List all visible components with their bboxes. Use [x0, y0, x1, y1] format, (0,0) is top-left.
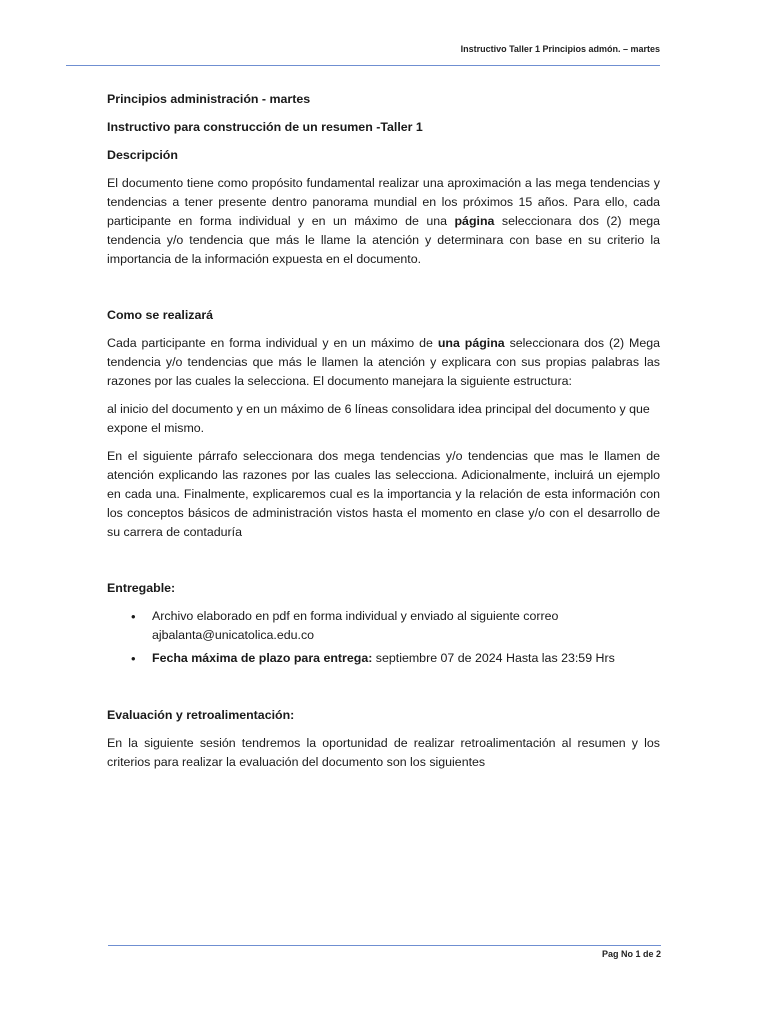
entregable-heading: Entregable: — [107, 581, 176, 595]
bullet-icon: • — [131, 609, 136, 624]
spacer — [107, 551, 660, 579]
evaluacion-paragraph: En la siguiente sesión tendremos la oportunidad de realizar retroalimentación al resumen y los criterios para realizar la evaluación del documento son los siguientes — [107, 736, 660, 769]
deadline-label: Fecha máxima de plazo para entrega: — [152, 651, 373, 665]
descripcion-paragraph — [107, 174, 660, 269]
course-title: Principios administración - martes — [107, 92, 311, 106]
deadline-value: septiembre 07 de 2024 Hasta las 23:59 Hrs — [372, 651, 615, 665]
descripcion-text-b: seleccionara dos (2) mega tendencia y/o tendencia que más le llame la atención y determinara con base en su criterio la importancia de la información expuesta en el documento. — [107, 214, 660, 266]
spacer — [107, 278, 660, 306]
como-heading: Como se realizará — [107, 308, 214, 322]
como-paragraph-3: En el siguiente párrafo seleccionara dos mega tendencias y/o tendencias que mas le llamen de atención explicando las razones por las cuales las selecciona. Adicionalmente, incluirá un ejemplo en cada una. Finalmente, explicaremos cual es la importancia y la relación de esta información con los conceptos básicos de administración vistos hasta el momento en clase y/o con el desarrollo de su carrera de contaduría — [107, 449, 660, 539]
descripcion-text-bold: página — [454, 214, 495, 228]
como-text-a: Cada participante en forma individual y en un máximo de — [107, 336, 438, 350]
header-rule — [66, 65, 660, 66]
bullet-icon: • — [131, 651, 136, 666]
evaluacion-heading: Evaluación y retroalimentación: — [107, 708, 295, 722]
page-header: Instructivo Taller 1 Principios admón. – martes — [460, 44, 660, 54]
list-item — [107, 649, 660, 668]
como-text-b: seleccionara dos (2) Mega tendencia y/o tendencias que más le llamen la atención y explicara con sus propias palabras las razones por las cuales la selecciona. El documento manejara la siguiente estructura: — [107, 336, 661, 388]
descripcion-heading: Descripción — [107, 148, 178, 162]
entregable-list — [107, 607, 660, 668]
como-paragraph-2: al inicio del documento y en un máximo de 6 líneas consolidara idea principal del documento y que expone el mismo. — [107, 402, 650, 435]
page-number: Pag No 1 de 2 — [601, 949, 661, 959]
como-text-bold: una página — [437, 336, 505, 350]
document-body — [107, 90, 660, 781]
list-item — [107, 607, 660, 645]
spacer — [107, 672, 660, 706]
como-paragraph-1 — [107, 334, 660, 391]
footer-rule — [108, 945, 661, 946]
descripcion-text-a: El documento tiene como propósito fundamental realizar una aproximación a las mega tendencias y tendencias a tener presente dentro panorama mundial en los próximos 15 años. Para ello, cada participante en forma individual y en un máximo de una — [107, 176, 660, 228]
document-subtitle: Instructivo para construcción de un resumen -Taller 1 — [107, 120, 423, 134]
bullet-text: Archivo elaborado en pdf en forma individual y enviado al siguiente correo ajbalanta@unicatolica.edu.co — [152, 609, 559, 642]
